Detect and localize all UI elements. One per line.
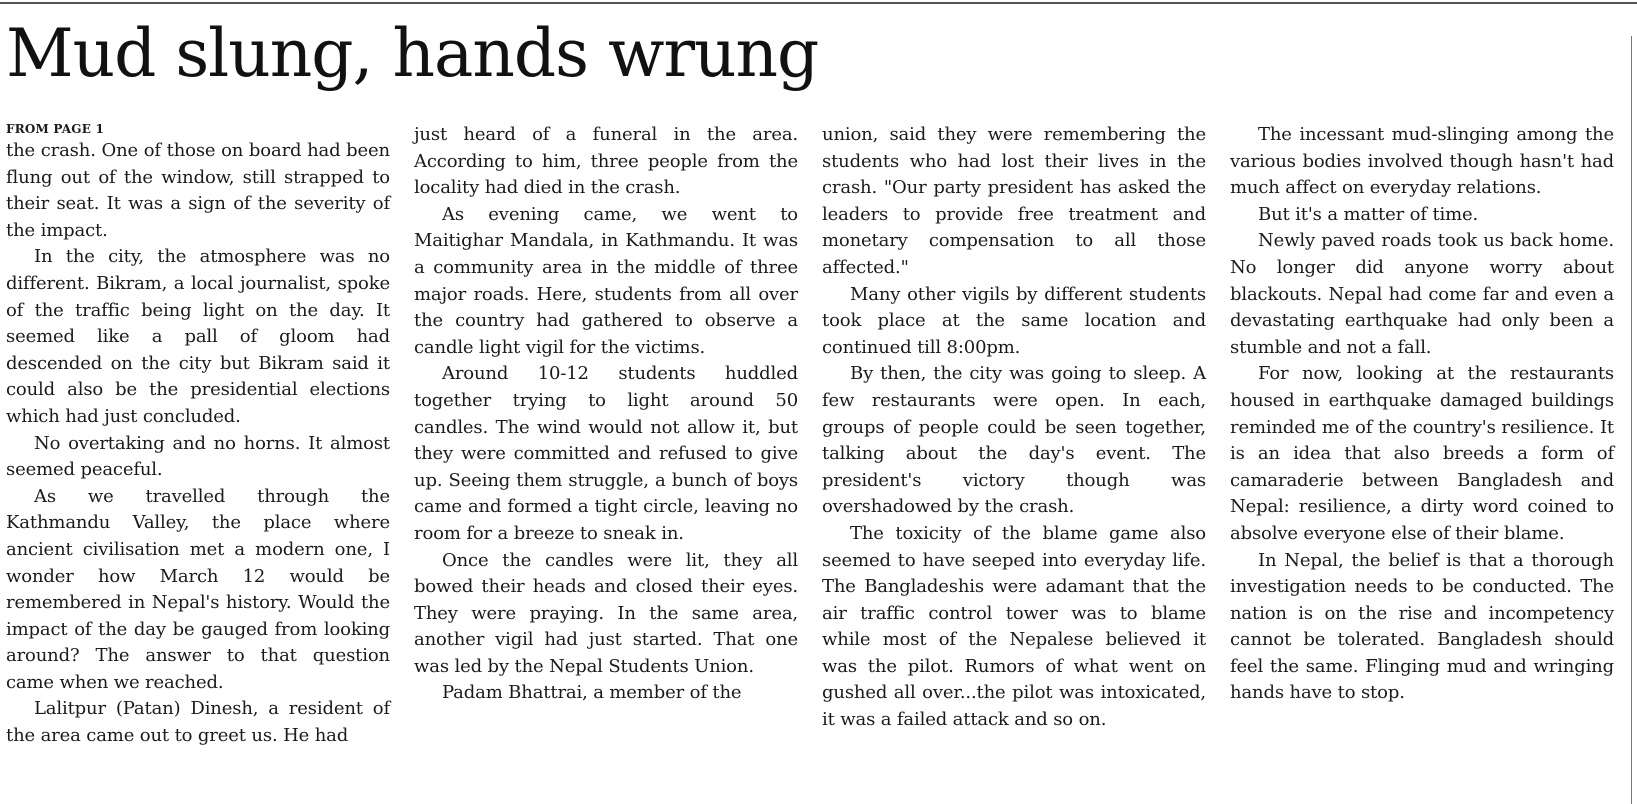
paragraph: The incessant mud-slinging among the various bodies involved though hasn't had much affect on everyday relations. xyxy=(1230,124,1614,199)
headline: Mud slung, hands wrung xyxy=(6,15,819,92)
article-column-2 xyxy=(414,122,798,750)
article-body xyxy=(6,122,1616,750)
paragraph: No overtaking and no horns. It almost seemed peaceful. xyxy=(6,432,390,481)
paragraph: Many other vigils by different students took place at the same location and continued till 8:00pm. xyxy=(822,283,1206,358)
paragraph: The toxicity of the blame game also seemed to have seeped into everyday life. The Bangladeshis were adamant that the air traffic control tower was to blame while most of the Nepalese believed it was the pilot. Rumors of what went on gushed all over...the pilot was intoxicated, it was a failed attack and so on. xyxy=(822,522,1206,731)
paragraph: just heard of a funeral in the area. According to him, three people from the locality had died in the crash. xyxy=(414,124,798,199)
paragraph: For now, looking at the restaurants housed in earthquake damaged buildings reminded me of the country's resilience. It is an idea that also breeds a form of camaraderie between Bangladesh and Nepal: resilience, a dirty word coined to absolve everyone else of their blame. xyxy=(1230,363,1614,544)
paragraph: union, said they were remembering the students who had lost their lives in the crash. "Our party president has asked the leaders to provide free treatment and monetary compensation to all those affected." xyxy=(822,124,1206,278)
article-column-4 xyxy=(1230,122,1614,750)
paragraph: As evening came, we went to Maitighar Mandala, in Kathmandu. It was a community area in the middle of three major roads. Here, students from all over the country had gathered to observe a candle light vigil for the victims. xyxy=(414,203,798,358)
paragraph: the crash. One of those on board had been flung out of the window, still strapped to their seat. It was a sign of the severity of the impact. xyxy=(6,140,390,241)
paragraph: Newly paved roads took us back home. No longer did anyone worry about blackouts. Nepal had come far and even a devastating earthquake had only been a stumble and not a fall. xyxy=(1230,230,1614,358)
article-column-1 xyxy=(6,122,390,750)
paragraph: Once the candles were lit, they all bowed their heads and closed their eyes. They were praying. In the same area, another vigil had just started. That one was led by the Nepal Students Union. xyxy=(414,549,798,677)
paragraph: Padam Bhattrai, a member of the xyxy=(442,682,742,704)
continuation-kicker: FROM PAGE 1 xyxy=(6,122,104,136)
paragraph: By then, the city was going to sleep. A few restaurants were open. In each, groups of people could be seen together, talking about the day's event. The president's victory though was overshadowed by the crash. xyxy=(822,363,1206,518)
paragraph: In Nepal, the belief is that a thorough investigation needs to be conducted. The nation is on the rise and incompetency cannot be tolerated. Bangladesh should feel the same. Flinging mud and wringing hands have to stop. xyxy=(1230,549,1614,704)
paragraph: Lalitpur (Patan) Dinesh, a resident of the area came out to greet us. He had xyxy=(6,698,390,747)
column-rule xyxy=(1631,36,1632,804)
top-rule xyxy=(0,2,1637,4)
paragraph: Around 10-12 students huddled together trying to light around 50 candles. The wind would not allow it, but they were committed and refused to give up. Seeing them struggle, a bunch of boys came and formed a tight circle, leaving no room for a breeze to sneak in. xyxy=(414,363,798,544)
paragraph: In the city, the atmosphere was no different. Bikram, a local journalist, spoke of the traffic being light on the day. It seemed like a pall of gloom had descended on the city but Bikram said it could also be the presidential elections which had just concluded. xyxy=(6,246,390,427)
paragraph: But it's a matter of time. xyxy=(1258,203,1479,225)
article-column-3 xyxy=(822,122,1206,750)
paragraph: As we travelled through the Kathmandu Valley, the place where ancient civilisation met a modern one, I wonder how March 12 would be remembered in Nepal's history. Would the impact of the day be gauged from looking around? The answer to that question came when we reached. xyxy=(6,485,390,693)
